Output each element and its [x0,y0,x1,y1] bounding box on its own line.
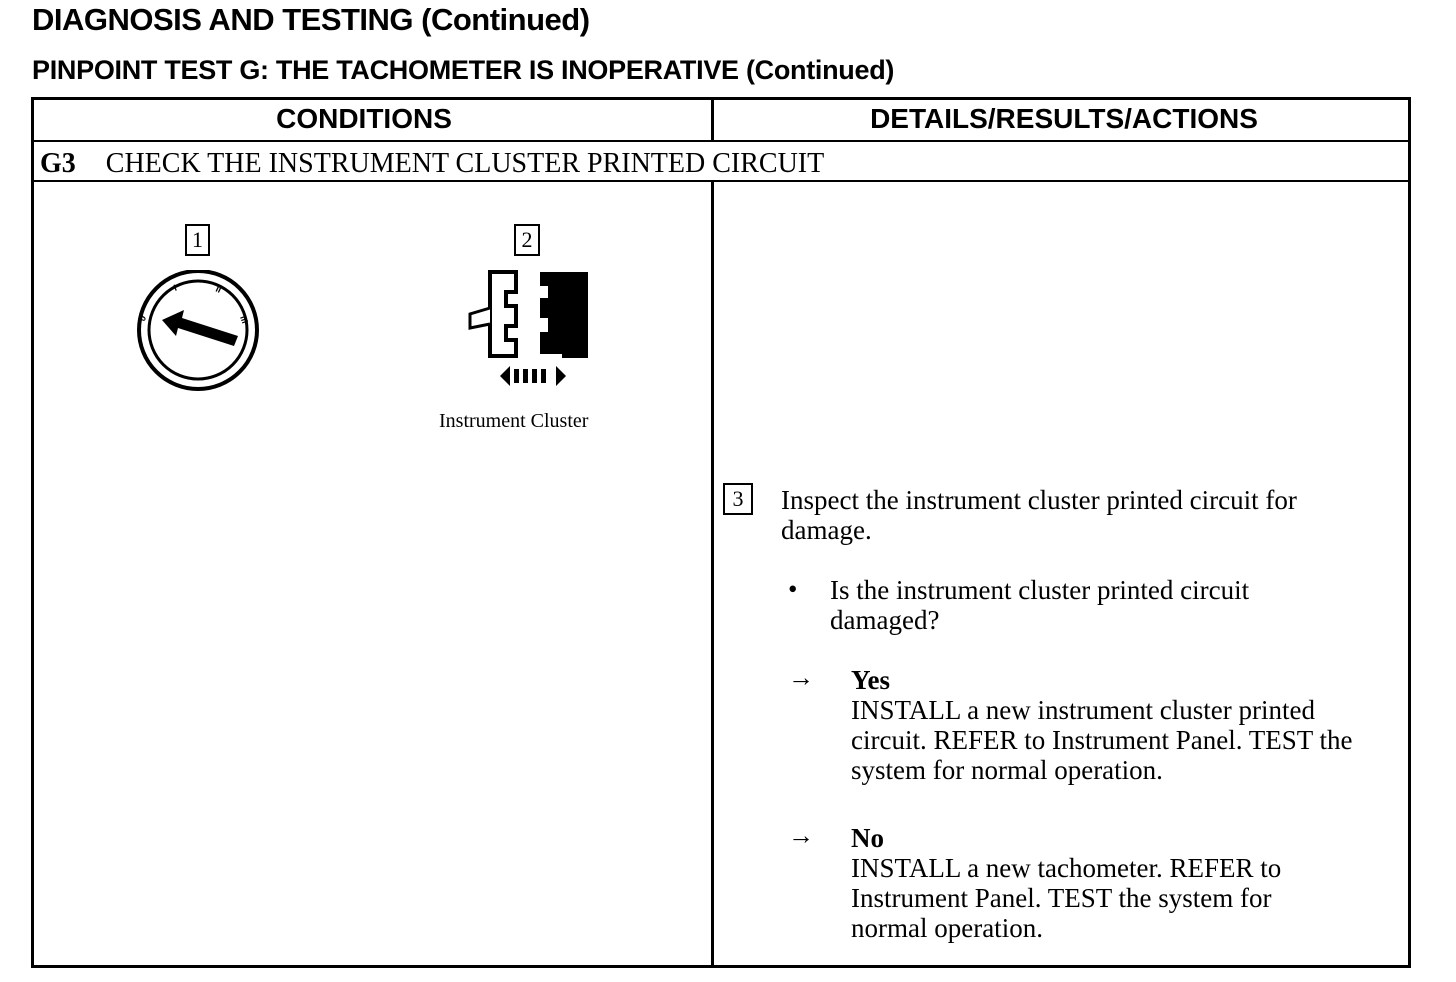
yes-result [851,665,1391,785]
column-header-conditions: CONDITIONS [276,103,452,134]
no-arrow: → [788,821,814,850]
svg-text:I: I [172,282,179,293]
inspection-question: Is the instrument cluster printed circuit damaged? [830,575,1250,635]
column-header-details: DETAILS/RESULTS/ACTIONS [870,103,1258,134]
column-divider [711,180,714,968]
step-heading [40,148,824,180]
step-code: G3 [40,148,76,179]
step-rule [34,180,1408,182]
svg-text:III: III [238,314,251,325]
yes-action: INSTALL a new instrument cluster printed circuit. REFER to Instrument Panel. TEST the system for normal operation. [851,695,1353,785]
yes-arrow: → [788,663,814,692]
header-divider [711,100,714,140]
no-action: INSTALL a new tachometer. REFER to Instrument Panel. TEST the system for normal operation. [851,853,1282,943]
no-result [851,823,1351,943]
ignition-switch-icon [132,270,266,394]
yes-label: Yes [851,665,890,695]
svg-text:0: 0 [137,313,149,323]
step-title-text: CHECK THE INSTRUMENT CLUSTER PRINTED CIRCUIT [105,148,825,179]
pinpoint-test-table [31,97,1411,968]
no-label: No [851,823,884,853]
inspection-instruction: Inspect the instrument cluster printed circuit for damage. [781,485,1297,545]
step-2-number: 2 [514,224,540,256]
step-3-number: 3 [723,483,753,515]
connector-disconnect-icon [462,268,594,394]
pinpoint-test-title: PINPOINT TEST G: THE TACHOMETER IS INOPERATIVE (Continued) [32,55,895,85]
step-1-number: 1 [185,224,210,256]
svg-text:II: II [214,283,223,295]
bullet-marker: • [788,574,798,604]
header-rule [34,140,1408,142]
page-title: DIAGNOSIS AND TESTING (Continued) [32,2,590,37]
instrument-cluster-label: Instrument Cluster [439,410,589,432]
